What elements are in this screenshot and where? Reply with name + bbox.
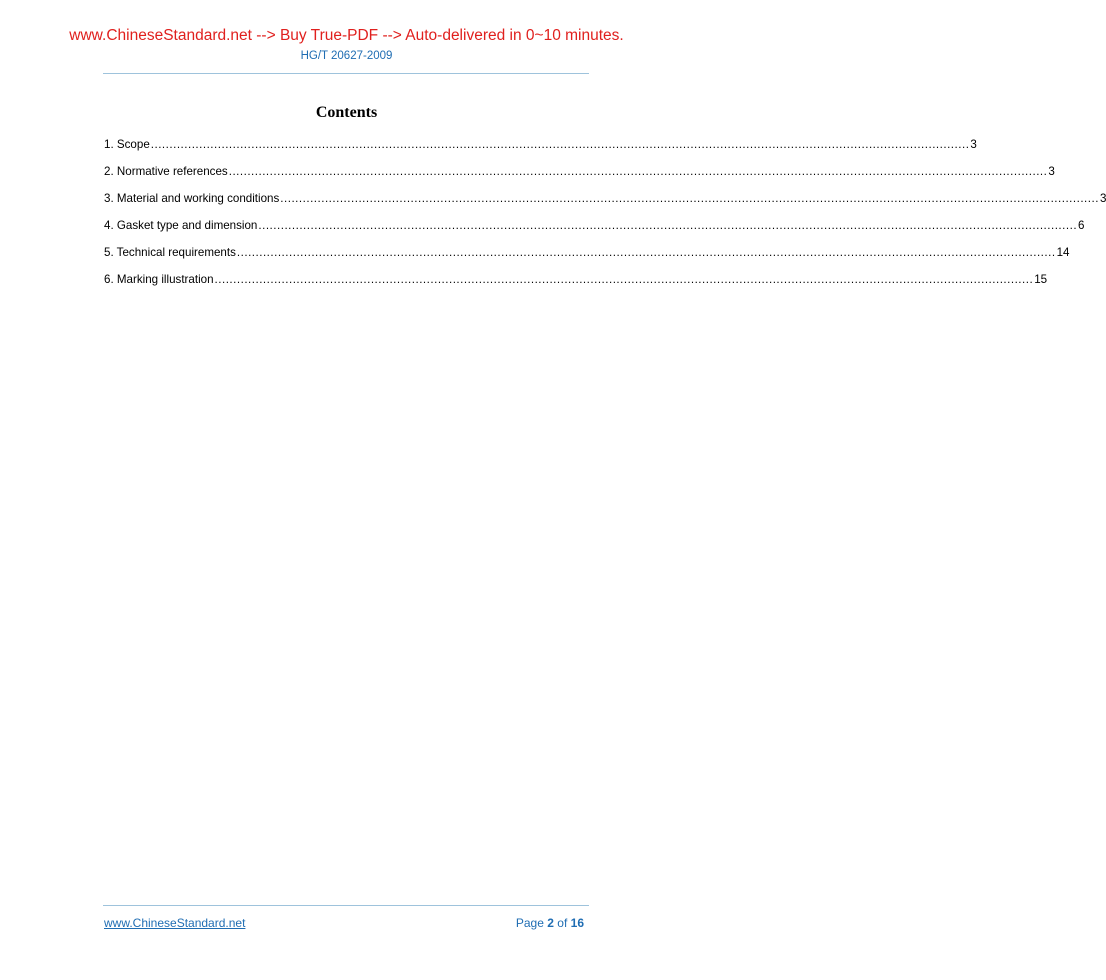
page-current: 2 — [547, 916, 554, 930]
toc-entry-label: 4. Gasket type and dimension — [104, 219, 258, 232]
toc-entry[interactable] — [104, 273, 1048, 300]
toc-entry-label: 1. Scope — [104, 138, 150, 151]
toc-entry[interactable] — [104, 192, 1106, 219]
table-of-contents — [104, 138, 1106, 300]
toc-entry-page: 15 — [1034, 273, 1048, 286]
toc-entry[interactable] — [104, 165, 1055, 192]
page-title: Contents — [315, 104, 378, 121]
page-number — [516, 916, 584, 930]
toc-entry-label: 3. Material and working conditions — [104, 192, 280, 205]
toc-entry-page: 6 — [1078, 219, 1085, 232]
promo-banner[interactable]: www.ChineseStandard.net --> Buy True-PDF --> Auto-delivered in 0~10 minutes. — [69, 27, 624, 44]
toc-dot-leader: ............................................................................................................................................................................................................................ — [150, 138, 970, 151]
toc-entry-page: 14 — [1056, 246, 1070, 259]
toc-entry-label: 2. Normative references — [104, 165, 228, 178]
toc-dot-leader: ............................................................................................................................................................................................................................ — [280, 192, 1099, 205]
header-divider — [103, 73, 589, 74]
toc-dot-leader: ............................................................................................................................................................................................................................ — [258, 219, 1078, 232]
footer-divider — [103, 905, 589, 906]
toc-entry[interactable] — [104, 219, 1085, 246]
toc-entry-page: 3 — [970, 138, 977, 151]
toc-entry-page: 3 — [1048, 165, 1055, 178]
footer-website-link[interactable]: www.ChineseStandard.net — [104, 916, 246, 930]
toc-dot-leader: ............................................................................................................................................................................................................................ — [228, 165, 1048, 178]
page-prefix: Page — [515, 916, 544, 930]
page-total: 16 — [570, 916, 584, 930]
toc-dot-leader: ............................................................................................................................................................................................................................ — [214, 273, 1034, 286]
document-code: HG/T 20627-2009 — [300, 50, 393, 62]
toc-entry[interactable] — [104, 246, 1070, 273]
toc-dot-leader: ............................................................................................................................................................................................................................ — [236, 246, 1056, 259]
toc-entry-label: 5. Technical requirements — [104, 246, 236, 259]
toc-entry-label: 6. Marking illustration — [104, 273, 214, 286]
toc-entry[interactable] — [104, 138, 977, 165]
page-of: of — [557, 916, 568, 930]
toc-entry-page: 3 — [1099, 192, 1106, 205]
